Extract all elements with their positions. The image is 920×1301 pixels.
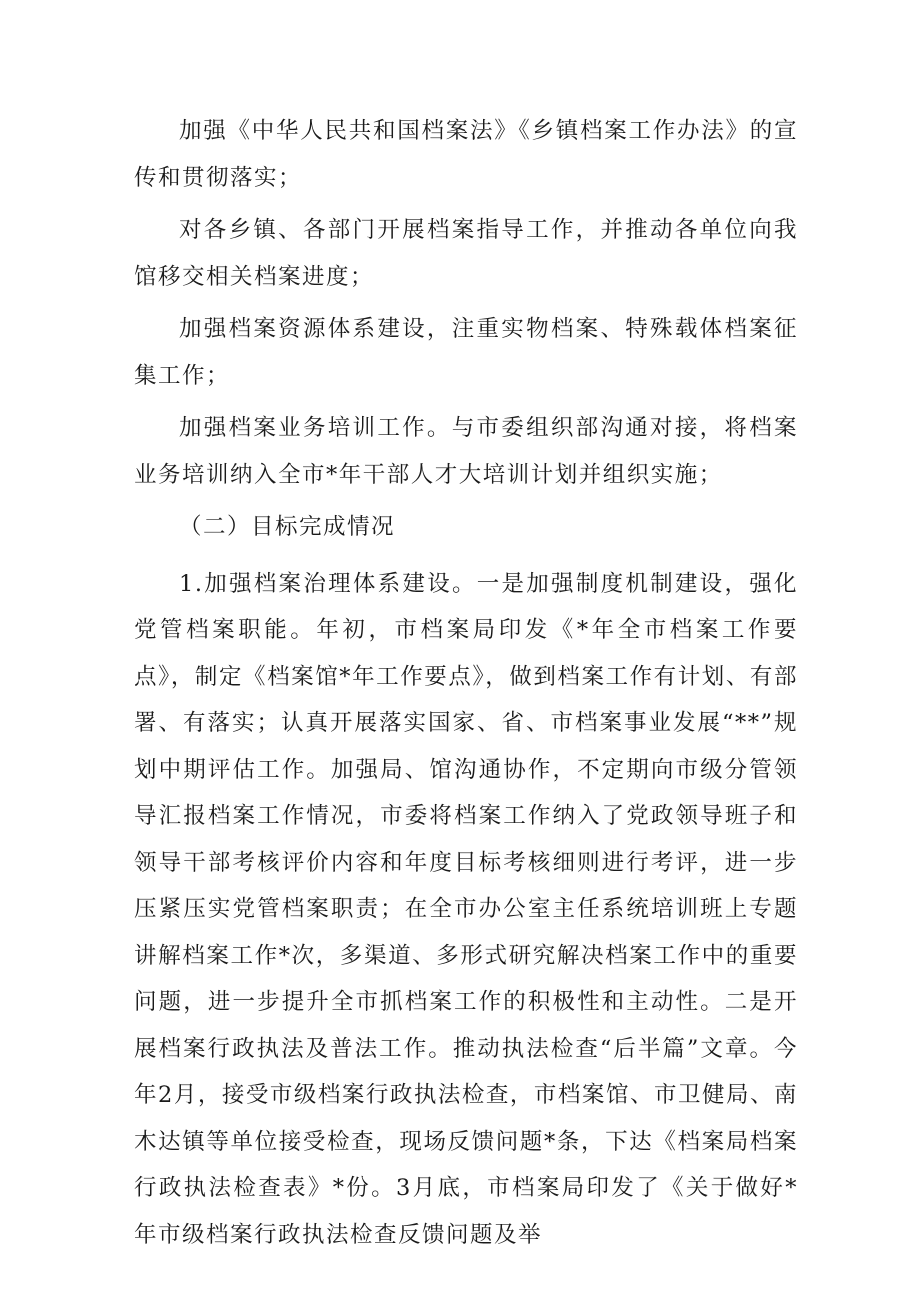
paragraph-archive-resources: 加强档案资源体系建设，注重实物档案、特殊载体档案征集工作； xyxy=(134,316,798,389)
paragraph-archive-training: 加强档案业务培训工作。与市委组织部沟通对接，将档案业务培训纳入全市*年干部人才大培训计划并组织实施； xyxy=(134,415,798,488)
paragraph-archive-guidance: 对各乡镇、各部门开展档案指导工作，并推动各单位向我馆移交相关档案进度； xyxy=(134,217,798,290)
section-heading: （二）目标完成情况 xyxy=(179,514,396,540)
document-body xyxy=(134,108,798,1264)
paragraph-governance-system: 1.加强档案治理体系建设。一是加强制度机制建设，强化党管档案职能。年初，市档案局印发《*年全市档案工作要点》，制定《档案馆*年工作要点》，做到档案工作有计划、有部署、有落实；认真开展落实国家、省、市档案事业发展“**”规划中期评估工作。加强局、馆沟通协作，不定期向市级分管领导汇报档案工作情况，市委将档案工作纳入了党政领导班子和领导干部考核评价内容和年度目标考核细则进行考评，进一步压紧压实党管档案职责；在全市办公室主任系统培训班上专题讲解档案工作*次，多渠道、多形式研究解决档案工作中的重要问题，进一步提升全市抓档案工作的积极性和主动性。二是开展档案行政执法及普法工作。推动执法检查“后半篇”文章。今年2月，接受市级档案行政执法检查，市档案馆、市卫健局、南木达镇等单位接受检查，现场反馈问题*条，下达《档案局档案行政执法检查表》*份。3月底，市档案局印发了《关于做好*年市级档案行政执法检查反馈问题及举 xyxy=(134,570,798,1248)
paragraph-archive-law-publicity: 加强《中华人民共和国档案法》《乡镇档案工作办法》的宣传和贯彻落实； xyxy=(134,118,798,191)
